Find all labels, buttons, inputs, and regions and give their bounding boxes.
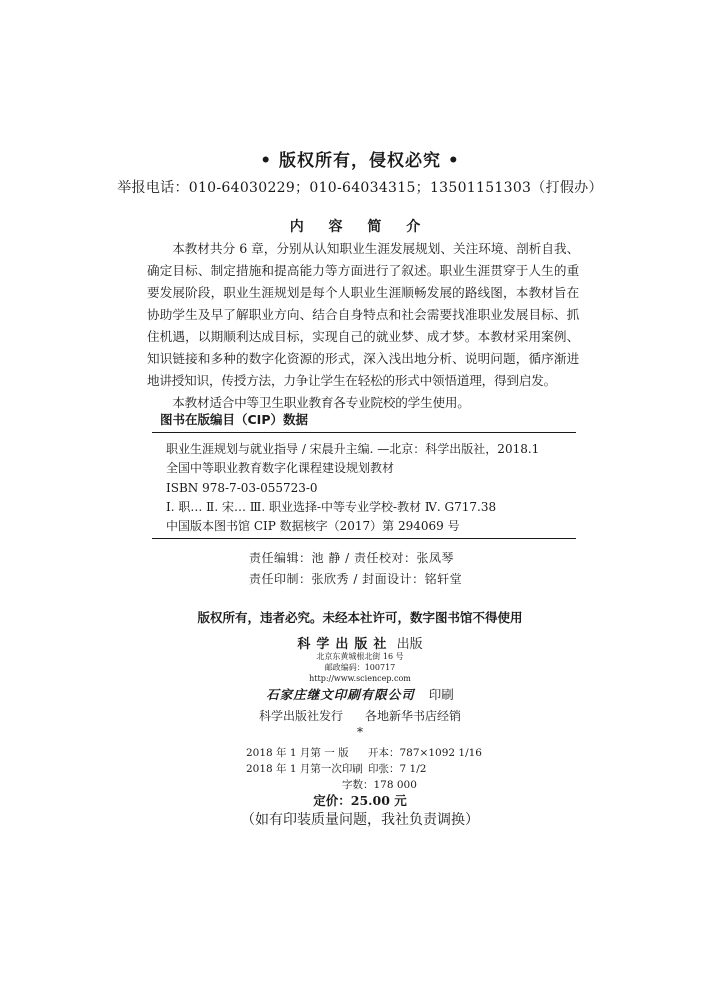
price: 定价：25.00 元 [313, 793, 407, 808]
edition-info [246, 745, 482, 793]
publisher-name: 科学出版社 [297, 637, 393, 652]
printer-name: 石家庄继文印刷有限公司 [266, 687, 415, 702]
address-line: 邮政编码：100717 [324, 663, 396, 672]
cip-title: 图书在版编目（CIP）数据 [160, 412, 308, 427]
quality-note: （如有印装质量问题，我社负责调换） [241, 812, 479, 828]
print-date: 2018 年 1 月第一次印刷 [246, 763, 363, 775]
summary-body [147, 238, 579, 414]
cip-top-rule [152, 432, 576, 433]
report-hotline: 举报电话：010-64030229；010-64034315；13501151303（打假办） [117, 180, 603, 196]
staff-line: 责任印制：张欣秀 / 封面设计：铭轩堂 [249, 572, 463, 586]
seller: 各地新华书店经销 [365, 709, 462, 723]
format-size: 开本：787×1092 1/16 [368, 747, 482, 759]
cip-bottom-rule [152, 538, 576, 539]
publisher-suffix: 出版 [396, 637, 423, 652]
distribution-line [0, 707, 720, 724]
sheet-count: 印张：7 1/2 [368, 763, 427, 775]
address-line: 北京东黄城根北街 16 号 [316, 652, 404, 661]
printer-suffix: 印刷 [428, 687, 454, 702]
cip-data-block [166, 440, 576, 536]
summary-title: 内 容 简 介 [289, 219, 431, 235]
summary-paragraph: 本教材适合中等卫生职业教育各专业院校的学生使用。 [172, 395, 470, 410]
publisher-line [0, 633, 720, 652]
cip-line: Ⅰ. 职… Ⅱ. 宋… Ⅲ. 职业选择-中等专业学校-教材 Ⅳ. G717.38 [166, 499, 497, 514]
staff-credits [249, 548, 462, 590]
edition-date: 2018 年 1 月第 一 版 [246, 747, 349, 759]
asterisk-separator: * [357, 725, 363, 739]
word-count: 字数：178 000 [342, 779, 417, 791]
printer-line [0, 685, 720, 703]
cip-line: 职业生涯规划与就业指导 / 宋晨升主编. —北京：科学出版社，2018.1 [166, 442, 540, 456]
summary-paragraph: 本教材共分 6 章，分别从认知职业生涯发展规划、关注环境、剖析自我、确定目标、制定措施和提高能力等方面进行了叙述。职业生涯贯穿于人生的重要发展阶段，职业生涯规划是每个人职业生涯顺畅发展的路线图，本教材旨在协助学生及早了解职业方向、结合自身特点和社会需要找准职业发展目标、抓住机遇，以期顺利达成目标，实现自己的就业梦、成才梦。本教材采用案例、知识链接和多种的数字化资源的形式，深入浅出地分析、说明问题，循序渐进地讲授知识，传授方法，力争让学生在轻松的形式中领悟道理，得到启发。 [147, 241, 579, 388]
publisher-address [300, 651, 420, 684]
rights-notice: 版权所有，违者必究。未经本社许可，数字图书馆不得使用 [197, 610, 523, 625]
cip-line: 中国版本图书馆 CIP 数据核字（2017）第 294069 号 [166, 519, 460, 534]
cip-line: 全国中等职业教育数字化课程建设规划教材 [166, 461, 395, 476]
staff-line: 责任编辑：池 静 / 责任校对：张凤琴 [249, 551, 454, 565]
cip-line: ISBN 978-7-03-055723-0 [166, 480, 318, 495]
address-line: http://www.sciencep.com [309, 674, 411, 683]
copyright-banner: • 版权所有，侵权必究 • [260, 151, 460, 171]
issuer: 科学出版社发行 [258, 709, 343, 723]
